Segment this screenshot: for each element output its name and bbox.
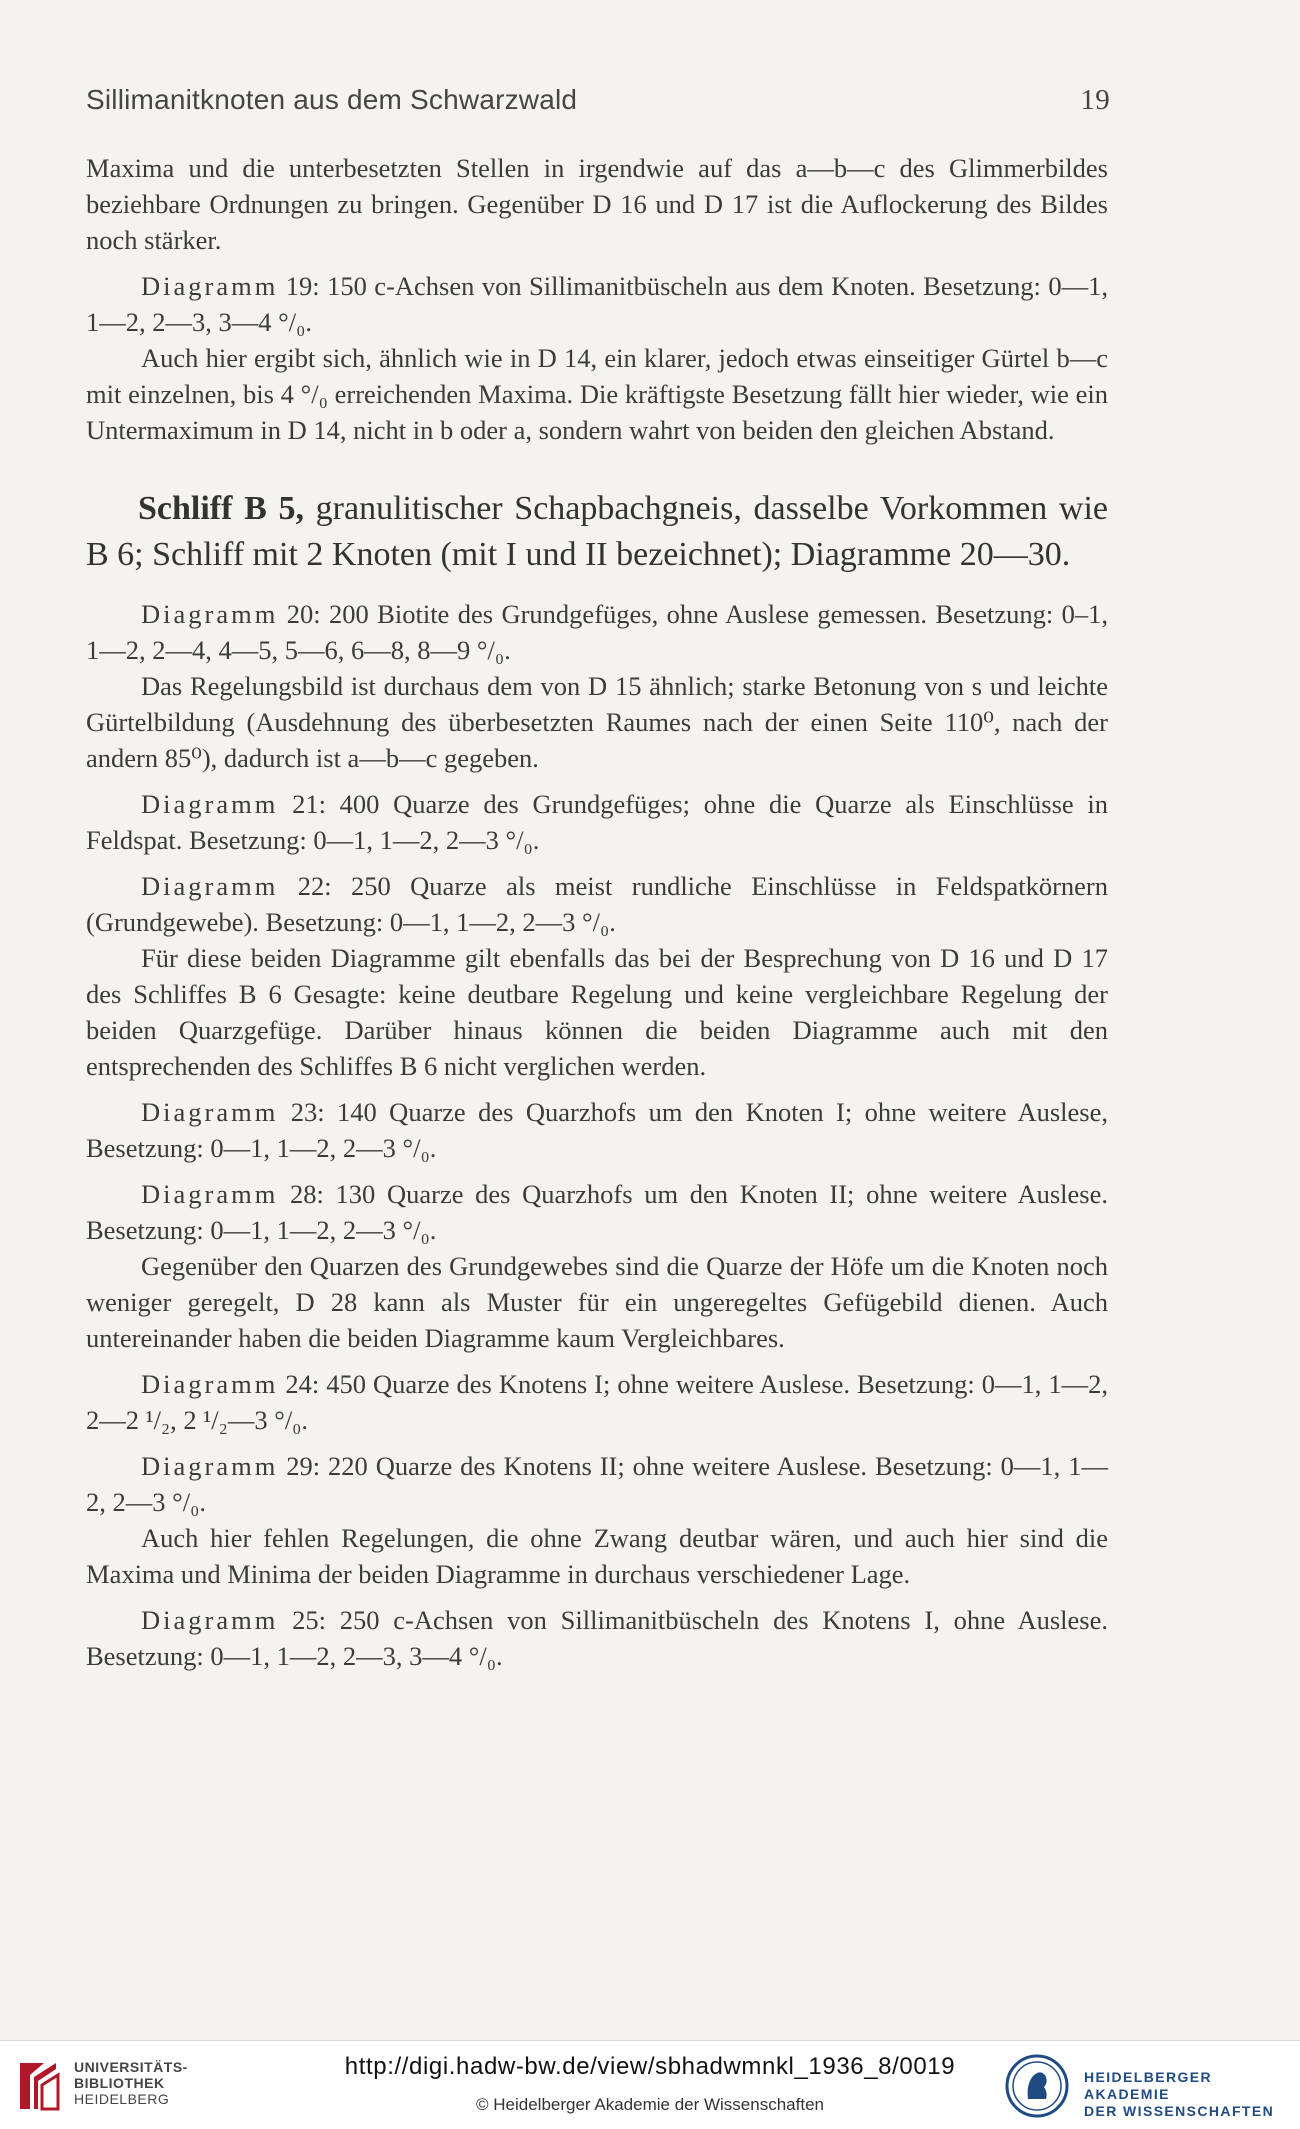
diagram-label: Diagramm bbox=[141, 271, 279, 301]
diagram-label: Diagramm bbox=[141, 1369, 279, 1399]
paragraph bbox=[86, 1176, 1108, 1248]
paragraph-text: 25: 250 c-Achsen von Sillimanitbüscheln des Knotens I, ohne Auslese. Besetzung: 0—1, 1—2, 2—3, 3—4 °/₀. bbox=[86, 1605, 1108, 1671]
footer-bar bbox=[0, 2040, 1300, 2129]
paragraph bbox=[86, 940, 1108, 1084]
running-head-title: Sillimanitknoten aus dem Schwarzwald bbox=[86, 84, 578, 115]
diagram-label: Diagramm bbox=[141, 599, 279, 629]
paragraph-text: 29: 220 Quarze des Knotens II; ohne weitere Auslese. Besetzung: 0—1, 1—2, 2—3 °/₀. bbox=[86, 1451, 1108, 1517]
paragraph-text: 23: 140 Quarze des Quarzhofs um den Knoten I; ohne weitere Auslese, Besetzung: 0—1, 1—2, 2—3 °/₀. bbox=[86, 1097, 1108, 1163]
ub-line-1: UNIVERSITÄTS- bbox=[74, 2059, 188, 2075]
diagram-label: Diagramm bbox=[141, 1605, 279, 1635]
paragraph bbox=[86, 868, 1108, 940]
academy-seal-icon[interactable] bbox=[1004, 2053, 1070, 2119]
paragraph bbox=[86, 1094, 1108, 1166]
diagram-label: Diagramm bbox=[141, 789, 279, 819]
section-heading-bold: Schliff B 5, bbox=[138, 490, 304, 527]
running-head bbox=[86, 84, 1110, 117]
paragraph bbox=[86, 1366, 1108, 1438]
paragraph bbox=[86, 786, 1108, 858]
paragraph bbox=[86, 268, 1108, 340]
academy-name bbox=[1084, 2069, 1300, 2120]
paragraph-group-1 bbox=[86, 150, 1108, 448]
paragraph bbox=[86, 668, 1108, 776]
paragraph-text: 24: 450 Quarze des Knotens I; ohne weitere Auslese. Besetzung: 0—1, 1—2, 2—2 ¹/₂, 2 ¹/₂—3 °/₀. bbox=[86, 1369, 1108, 1435]
paragraph-text: Auch hier ergibt sich, ähnlich wie in D 14, ein klarer, jedoch etwas einseitiger Gürtel b—c mit einzelnen, bis 4 °/₀ erreichenden Maxima. Die kräftigste Besetzung fällt hier wieder, wie ein Untermaximum in D 14, nicht in b oder a, sondern wahrt von beiden den gleichen Abstand. bbox=[86, 343, 1108, 445]
paragraph-text: Auch hier fehlen Regelungen, die ohne Zwang deutbar wären, und auch hier sind die Maxima und Minima der beiden Diagramme in durchaus verschiedener Lage. bbox=[86, 1523, 1108, 1589]
paragraph-text: 19: 150 c-Achsen von Sillimanitbüscheln aus dem Knoten. Besetzung: 0—1, 1—2, 2—3, 3—4 °/₀. bbox=[86, 271, 1108, 337]
paragraph-text: Gegenüber den Quarzen des Grundgewebes sind die Quarze der Höfe um die Knoten noch weniger geregelt, D 28 kann als Muster für ein ungeregeltes Gefügebild dienen. Auch untereinander haben die beiden Diagramme kaum Vergleichbares. bbox=[86, 1251, 1108, 1353]
academy-line-1: HEIDELBERGER AKADEMIE bbox=[1084, 2069, 1213, 2102]
diagram-label: Diagramm bbox=[141, 1179, 279, 1209]
paragraph-text: 22: 250 Quarze als meist rundliche Einschlüsse in Feldspatkörnern (Grundgewebe). Besetzung: 0—1, 1—2, 2—3 °/₀. bbox=[86, 871, 1108, 937]
paragraph bbox=[86, 1248, 1108, 1356]
ub-line-3: HEIDELBERG bbox=[74, 2091, 170, 2107]
paragraph bbox=[86, 340, 1108, 448]
paragraph-text: Das Regelungsbild ist durchaus dem von D 15 ähnlich; starke Betonung von s und leichte Gürtelbildung (Ausdehnung des überbesetzten Raumes nach der einen Seite 110⁰, nach der andern 85⁰), dadurch ist a—b—c gegeben. bbox=[86, 671, 1108, 773]
paragraph bbox=[86, 1602, 1108, 1674]
paragraph-text: Für diese beiden Diagramme gilt ebenfalls das bei der Besprechung von D 16 und D 17 des Schliffes B 6 Gesagte: keine deutbare Regelung und keine vergleichbare Regelung der beiden Quarzgefüge. Darüber hinaus können die beiden Diagramme auch mit den entsprechenden des Schliffes B 6 nicht verglichen werden. bbox=[86, 943, 1108, 1081]
diagram-label: Diagramm bbox=[141, 1097, 279, 1127]
permalink-url[interactable]: http://digi.hadw-bw.de/view/sbhadwmnkl_1936_8/0019 bbox=[344, 2053, 956, 2080]
section-heading-rest: granulitischer Schapbachgneis, dasselbe Vorkommen wie B 6; Schliff mit 2 Knoten (mit I und II bezeichnet); Diagramme 20—30. bbox=[86, 490, 1109, 573]
paragraph-text: 20: 200 Biotite des Grundgefüges, ohne Auslese gemessen. Besetzung: 0–1, 1—2, 2—4, 4—5, 5—6, 6—8, 8—9 °/₀. bbox=[86, 599, 1108, 665]
ub-line-2: BIBLIOTHEK bbox=[74, 2075, 165, 2091]
diagram-label: Diagramm bbox=[141, 1451, 279, 1481]
academy-line-2: DER WISSENSCHAFTEN bbox=[1084, 2103, 1275, 2119]
section-heading bbox=[86, 486, 1108, 578]
paragraph bbox=[86, 150, 1108, 258]
copyright-notice: © Heidelberger Akademie der Wissenschaften bbox=[476, 2095, 824, 2114]
diagram-label: Diagramm bbox=[141, 871, 279, 901]
paragraph bbox=[86, 1520, 1108, 1592]
paragraph-group-2 bbox=[86, 596, 1108, 1674]
page-number: 19 bbox=[1080, 84, 1110, 116]
paragraph-text: Maxima und die unterbesetzten Stellen in irgendwie auf das a—b—c des Glimmerbildes beziehbare Ordnungen zu bringen. Gegenüber D 16 und D 17 ist die Auflockerung des Bildes noch stärker. bbox=[86, 153, 1108, 255]
paragraph bbox=[86, 1448, 1108, 1520]
paragraph bbox=[86, 596, 1108, 668]
body-text bbox=[86, 150, 1108, 1674]
paragraph-text: 21: 400 Quarze des Grundgefüges; ohne die Quarze als Einschlüsse in Feldspat. Besetzung: 0—1, 1—2, 2—3 °/₀. bbox=[86, 789, 1108, 855]
paragraph-text: 28: 130 Quarze des Quarzhofs um den Knoten II; ohne weitere Auslese. Besetzung: 0—1, 1—2, 2—3 °/₀. bbox=[86, 1179, 1108, 1245]
